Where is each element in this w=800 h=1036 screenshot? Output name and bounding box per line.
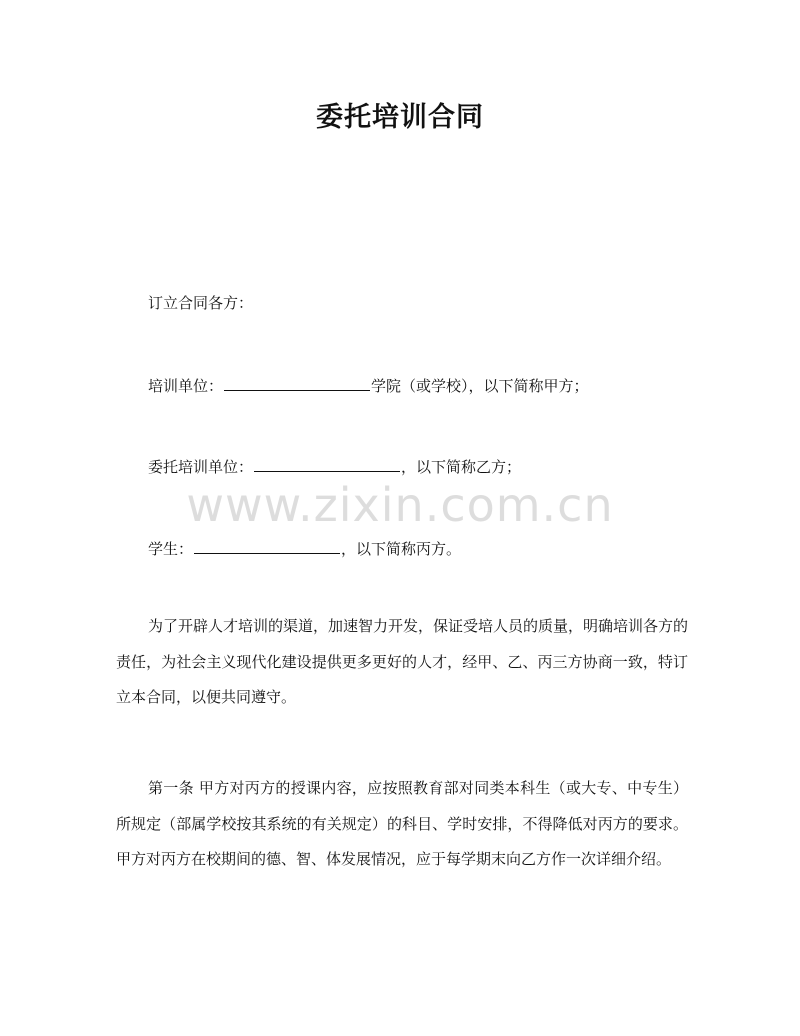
party-c-label: 学生： [148,540,194,558]
party-b-line [148,456,521,477]
party-b-blank [254,456,400,472]
party-c-line [148,538,461,559]
party-a-line [148,375,589,396]
party-a-label: 培训单位： [148,377,224,395]
party-a-blank [224,375,370,391]
document-title: 委托培训合同 [316,102,484,133]
preamble-paragraph: 为了开辟人才培训的渠道，加速智力开发，保证受培人员的质量，明确培训各方的责任，为社会主义现代化建设提供更多更好的人才，经甲、乙、丙三方协商一致，特订立本合同，以便共同遵守。 [116,617,689,706]
article-1-paragraph: 第一条 甲方对丙方的授课内容，应按照教育部对同类本科生（或大专、中专生）所规定（部属学校按其系统的有关规定）的科目、学时安排，不得降低对丙方的要求。甲方对丙方在校期间的德、智、体发展情况，应于每学期末向乙方作一次详细介绍。 [116,779,688,868]
party-c-blank [194,538,340,554]
party-b-label: 委托培训单位： [148,458,254,476]
watermark: www.zixin.com.cn [186,478,614,532]
party-a-suffix: 学院（或学校），以下简称甲方； [371,377,589,395]
parties-intro: 订立合同各方： [148,294,254,312]
party-b-suffix: ，以下简称乙方； [401,458,522,476]
party-c-suffix: ，以下简称丙方。 [341,540,462,558]
